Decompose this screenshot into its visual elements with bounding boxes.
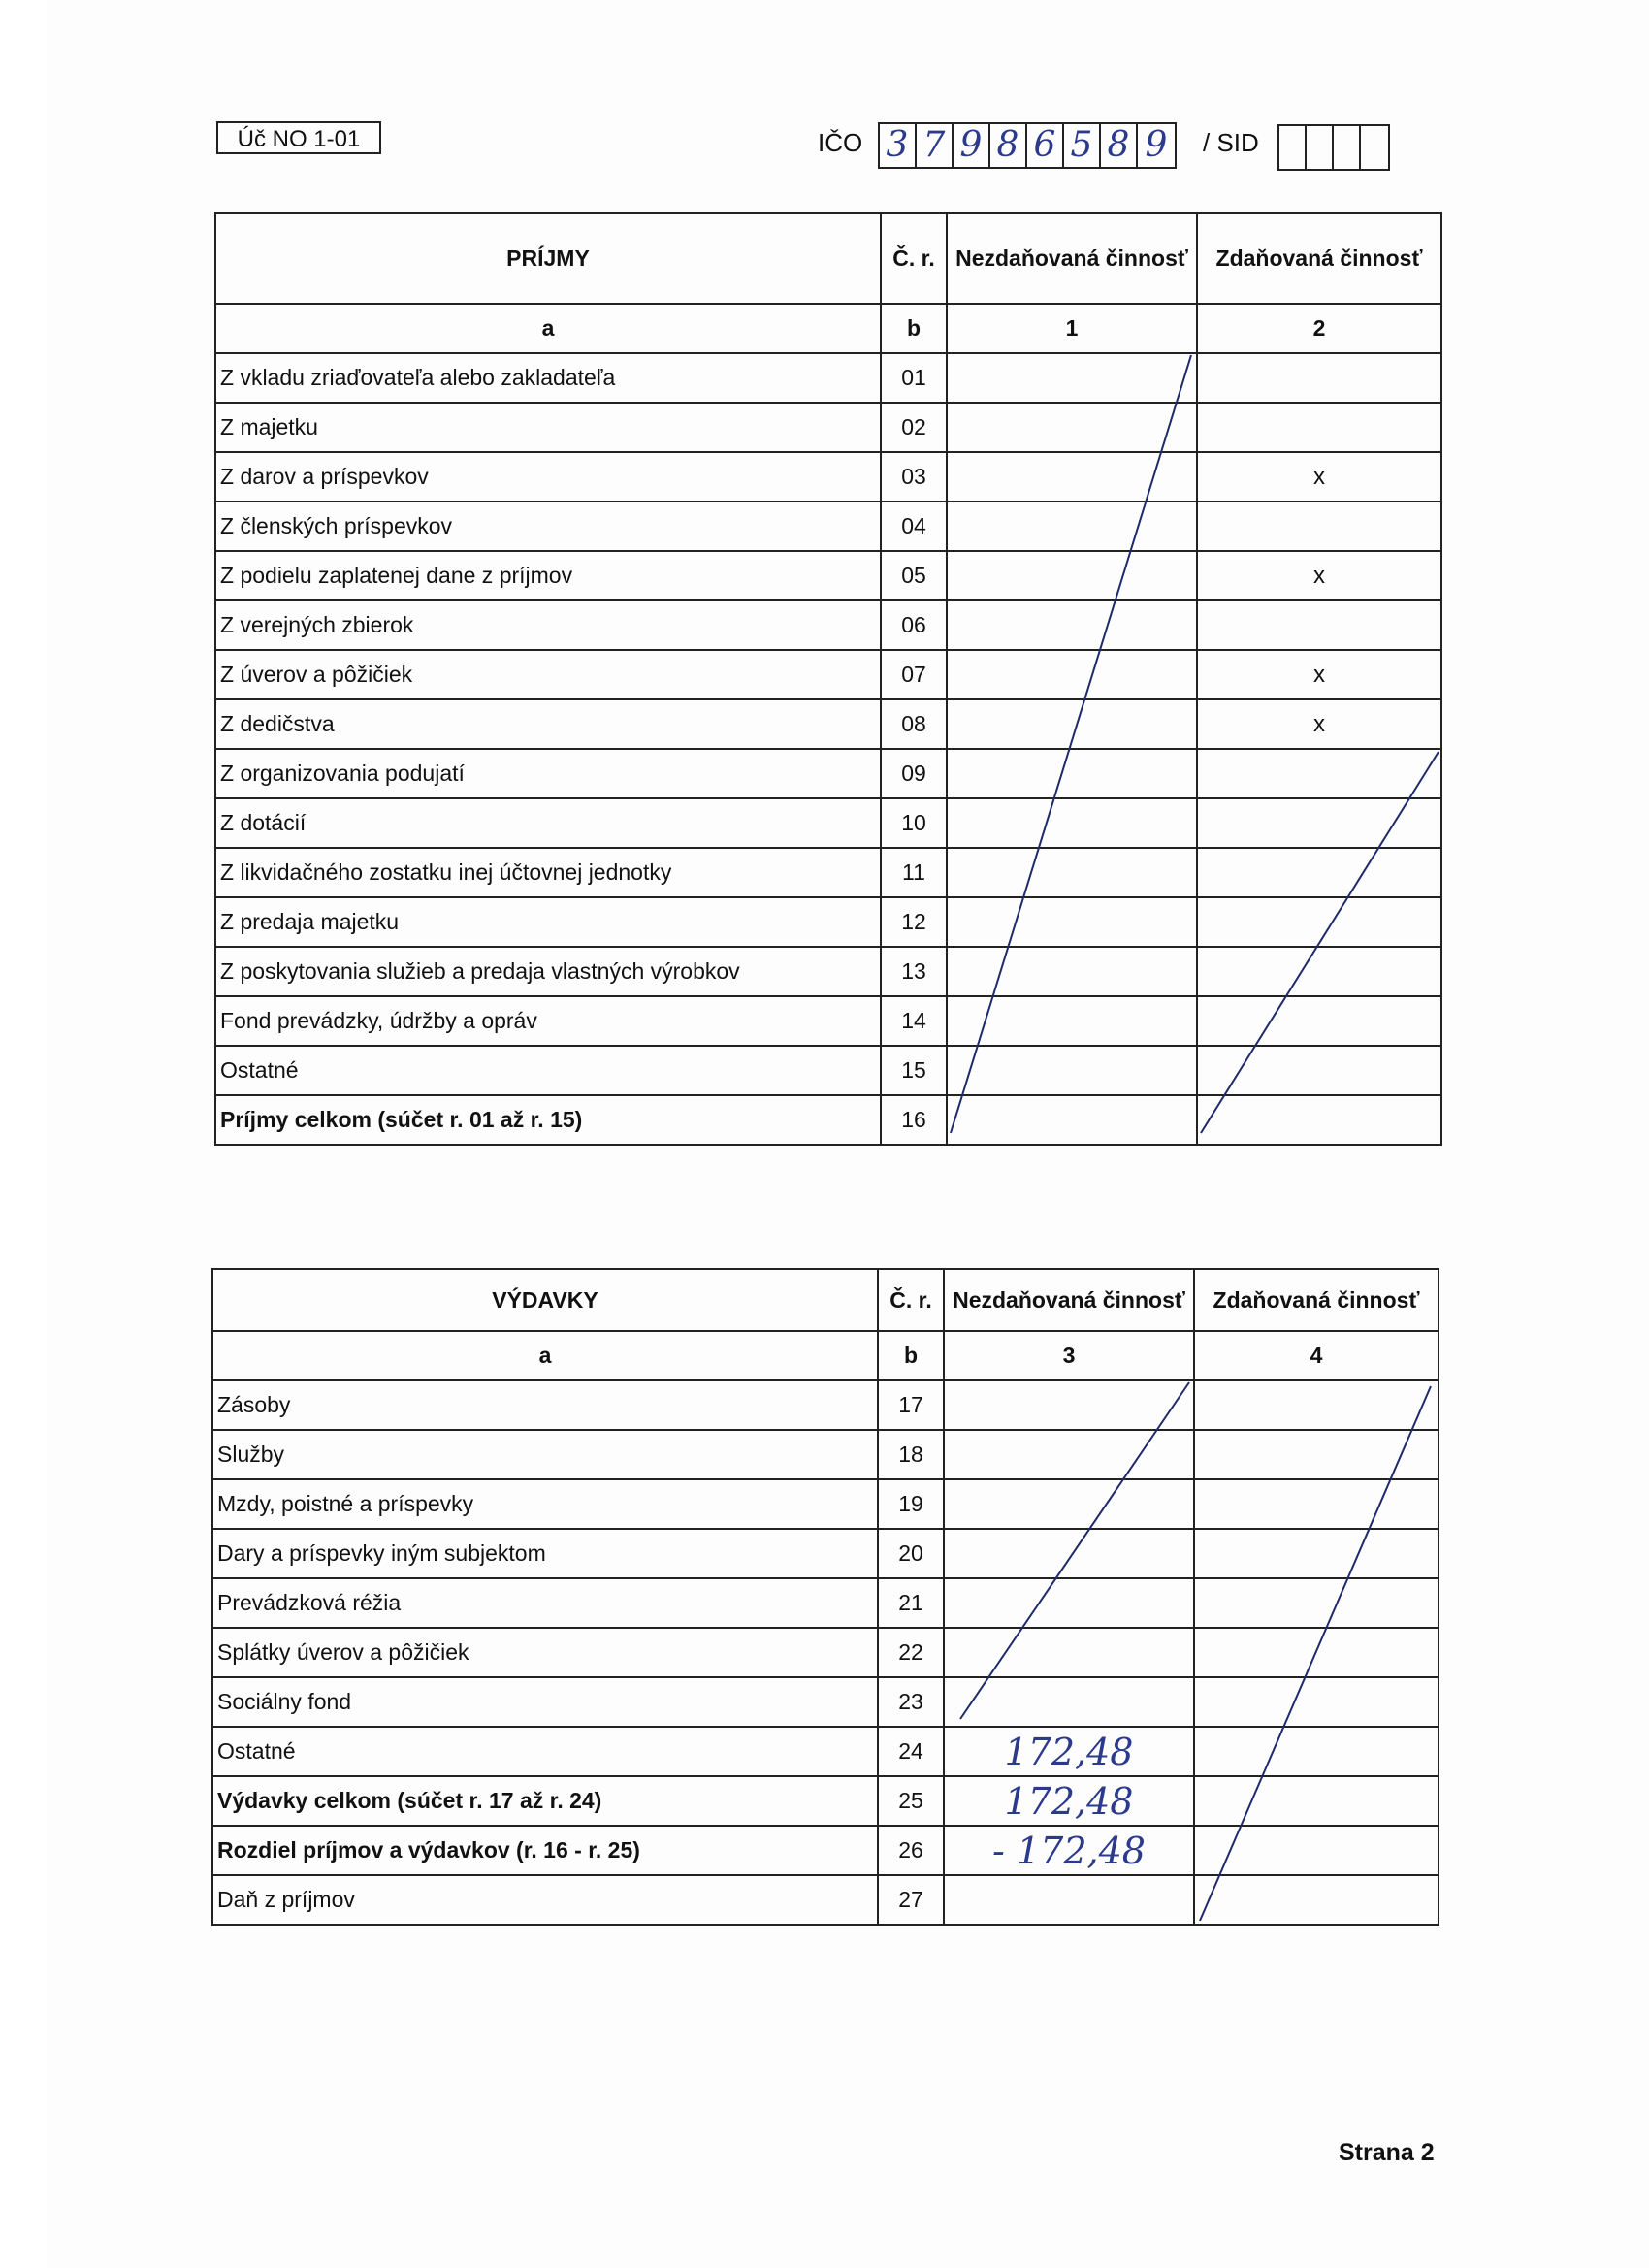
row-label	[215, 650, 881, 699]
untaxed-cell[interactable]	[947, 996, 1197, 1046]
table-row	[212, 1727, 1439, 1776]
row-label	[215, 600, 881, 650]
ico-digit[interactable]: 8	[990, 124, 1027, 167]
row-label-value: Výdavky celkom (súčet r. 17 až r. 24)	[217, 1788, 602, 1813]
untaxed-cell[interactable]	[947, 897, 1197, 947]
untaxed-cell[interactable]	[947, 798, 1197, 848]
col-code-a: a	[215, 304, 881, 353]
row-number	[878, 1479, 944, 1529]
untaxed-cell[interactable]	[947, 600, 1197, 650]
table-row	[212, 1578, 1439, 1628]
table-row	[215, 848, 1441, 897]
table-row	[215, 897, 1441, 947]
taxed-cell-value: x	[1313, 463, 1325, 490]
row-number	[881, 1046, 947, 1095]
table-row	[215, 502, 1441, 551]
income-title: PRÍJMY	[215, 213, 881, 304]
untaxed-cell[interactable]	[944, 1578, 1194, 1628]
table-row	[215, 650, 1441, 699]
untaxed-cell[interactable]	[944, 1628, 1194, 1677]
row-number	[878, 1628, 944, 1677]
table-row	[215, 947, 1441, 996]
page-number: Strana 2	[1339, 2139, 1435, 2166]
ico-digit[interactable]: 6	[1027, 124, 1064, 167]
untaxed-cell[interactable]	[944, 1677, 1194, 1727]
untaxed-cell-value: 172,48	[1004, 1779, 1134, 1823]
row-label	[212, 1479, 878, 1529]
row-number	[881, 403, 947, 452]
row-number	[881, 502, 947, 551]
row-label-value: Z podielu zaplatenej dane z príjmov	[220, 563, 573, 588]
taxed-cell[interactable]	[1197, 452, 1441, 502]
table-row	[215, 452, 1441, 502]
row-number	[878, 1578, 944, 1628]
row-label	[212, 1380, 878, 1430]
row-label-value: Dary a príspevky iným subjektom	[217, 1540, 546, 1566]
taxed-cell[interactable]	[1194, 1677, 1439, 1727]
untaxed-cell[interactable]	[944, 1430, 1194, 1479]
table-row	[212, 1776, 1439, 1826]
row-number-value: 26	[898, 1837, 923, 1863]
table-row	[212, 1628, 1439, 1677]
row-label-value: Príjmy celkom (súčet r. 01 až r. 15)	[220, 1107, 583, 1132]
row-number-value: 17	[898, 1392, 923, 1417]
row-number-value: 15	[901, 1057, 926, 1083]
row-label	[212, 1430, 878, 1479]
table-row	[215, 551, 1441, 600]
col-taxed: Zdaňovaná činnosť	[1197, 213, 1441, 304]
col-untaxed: Nezdaňovaná činnosť	[944, 1269, 1194, 1331]
taxed-cell[interactable]	[1197, 1095, 1441, 1145]
untaxed-cell[interactable]	[947, 353, 1197, 403]
ico-digit[interactable]: 9	[1145, 125, 1168, 165]
taxed-cell[interactable]	[1194, 1430, 1439, 1479]
row-number-value: 22	[898, 1639, 923, 1665]
table-row	[215, 403, 1441, 452]
row-number-value: 07	[901, 662, 926, 687]
row-number	[878, 1875, 944, 1925]
col-code-b: b	[881, 304, 947, 353]
row-number-value: 11	[902, 859, 925, 885]
row-number	[881, 848, 947, 897]
table-row	[215, 996, 1441, 1046]
taxed-cell[interactable]	[1197, 947, 1441, 996]
sid-cell[interactable]	[1279, 126, 1307, 169]
income-table	[214, 212, 1442, 1146]
row-number	[878, 1529, 944, 1578]
row-label	[215, 699, 881, 749]
row-label	[212, 1727, 878, 1776]
row-number	[881, 699, 947, 749]
row-number-value: 03	[901, 464, 926, 489]
row-label-value: Z dedičstva	[220, 711, 335, 736]
row-label-value: Z vkladu zriaďovateľa alebo zakladateľa	[220, 365, 616, 390]
row-number-value: 06	[901, 612, 926, 637]
row-label-value: Fond prevádzky, údržby a opráv	[220, 1008, 537, 1033]
untaxed-cell[interactable]	[947, 1046, 1197, 1095]
row-label	[212, 1529, 878, 1578]
row-label-value: Rozdiel príjmov a výdavkov (r. 16 - r. 25)	[217, 1837, 640, 1863]
row-label	[212, 1776, 878, 1826]
taxed-cell[interactable]	[1197, 897, 1441, 947]
table-row	[212, 1875, 1439, 1925]
row-label-value: Ostatné	[217, 1738, 296, 1764]
taxed-cell[interactable]	[1197, 600, 1441, 650]
row-label-value: Ostatné	[220, 1057, 299, 1083]
row-number	[881, 650, 947, 699]
taxed-cell[interactable]	[1194, 1529, 1439, 1578]
row-label-value: Zásoby	[217, 1392, 291, 1417]
taxed-cell[interactable]	[1194, 1727, 1439, 1776]
row-number-value: 24	[898, 1738, 923, 1764]
row-number	[878, 1776, 944, 1826]
taxed-cell[interactable]	[1197, 699, 1441, 749]
taxed-cell[interactable]	[1197, 502, 1441, 551]
row-number	[881, 551, 947, 600]
row-label	[215, 403, 881, 452]
untaxed-cell[interactable]	[944, 1380, 1194, 1430]
row-label	[215, 996, 881, 1046]
row-label-value: Z členských príspevkov	[220, 513, 453, 538]
row-label-value: Z majetku	[220, 414, 318, 439]
untaxed-cell[interactable]	[947, 848, 1197, 897]
taxed-cell[interactable]	[1194, 1578, 1439, 1628]
taxed-cell[interactable]	[1197, 403, 1441, 452]
row-number	[881, 749, 947, 798]
expenses-rows	[212, 1380, 1439, 1925]
row-number	[881, 947, 947, 996]
taxed-cell[interactable]	[1197, 749, 1441, 798]
row-number	[881, 452, 947, 502]
row-label	[212, 1875, 878, 1925]
row-number-value: 12	[901, 909, 926, 934]
row-number	[881, 996, 947, 1046]
row-number-value: 01	[901, 365, 926, 390]
row-number	[881, 897, 947, 947]
table-row	[215, 600, 1441, 650]
sid-boxes	[1277, 124, 1390, 171]
row-number-value: 05	[901, 563, 926, 588]
untaxed-cell[interactable]	[947, 947, 1197, 996]
untaxed-cell[interactable]	[947, 1095, 1197, 1145]
table-row	[215, 1095, 1441, 1145]
row-number	[878, 1727, 944, 1776]
row-label-value: Z verejných zbierok	[220, 612, 414, 637]
row-number-value: 08	[901, 711, 926, 736]
row-label-value: Sociálny fond	[217, 1689, 352, 1714]
taxed-cell[interactable]	[1197, 650, 1441, 699]
row-number-value: 27	[898, 1887, 923, 1912]
col-code-a: a	[212, 1331, 878, 1380]
ico-boxes	[878, 122, 1177, 169]
row-label-value: Prevádzková réžia	[217, 1590, 402, 1615]
table-row	[215, 353, 1441, 403]
table-row	[215, 749, 1441, 798]
row-number	[878, 1826, 944, 1875]
col-untaxed: Nezdaňovaná činnosť	[947, 213, 1197, 304]
table-row	[215, 699, 1441, 749]
row-label	[212, 1677, 878, 1727]
sid-cell[interactable]	[1361, 126, 1388, 169]
taxed-cell[interactable]	[1194, 1628, 1439, 1677]
form-code-box: Úč NO 1-01	[216, 121, 381, 154]
ico-digit[interactable]: 5	[1064, 124, 1101, 167]
ico-digit[interactable]: 7	[917, 124, 954, 167]
row-number-value: 21	[898, 1590, 923, 1615]
row-label-value: Z úverov a pôžičiek	[220, 662, 413, 687]
table-row	[212, 1826, 1439, 1875]
untaxed-cell-value: 172,48	[1004, 1730, 1134, 1773]
untaxed-cell[interactable]	[947, 699, 1197, 749]
untaxed-cell[interactable]	[947, 403, 1197, 452]
col-code-3: 3	[944, 1331, 1194, 1380]
col-row-no: Č. r.	[878, 1269, 944, 1331]
taxed-cell[interactable]	[1197, 798, 1441, 848]
row-label-value: Z likvidačného zostatku inej účtovnej jednotky	[220, 859, 672, 885]
untaxed-cell[interactable]	[944, 1529, 1194, 1578]
row-label	[215, 353, 881, 403]
taxed-cell[interactable]	[1197, 353, 1441, 403]
row-label-value: Z dotácií	[220, 810, 307, 835]
expenses-table	[211, 1268, 1439, 1926]
col-code-2: 2	[1197, 304, 1441, 353]
untaxed-cell[interactable]	[944, 1776, 1194, 1826]
untaxed-cell[interactable]	[947, 502, 1197, 551]
untaxed-cell[interactable]	[947, 650, 1197, 699]
col-code-1: 1	[947, 304, 1197, 353]
row-label	[212, 1628, 878, 1677]
table-row	[215, 798, 1441, 848]
row-label-value: Daň z príjmov	[217, 1887, 355, 1912]
row-number-value: 20	[898, 1540, 923, 1566]
row-label	[212, 1826, 878, 1875]
row-label	[215, 848, 881, 897]
row-number	[878, 1677, 944, 1727]
sid-cell[interactable]	[1307, 126, 1334, 169]
taxed-cell-value: x	[1313, 710, 1325, 737]
taxed-cell-value: x	[1313, 562, 1325, 589]
ico-label: IČO	[818, 128, 863, 157]
taxed-cell[interactable]	[1197, 996, 1441, 1046]
table-row	[215, 1046, 1441, 1095]
row-label-value: Mzdy, poistné a príspevky	[217, 1491, 474, 1516]
row-label	[215, 1095, 881, 1145]
row-label-value: Splátky úverov a pôžičiek	[217, 1639, 469, 1665]
row-number-value: 19	[898, 1491, 923, 1516]
row-number	[881, 1095, 947, 1145]
row-label	[212, 1578, 878, 1628]
row-number-value: 18	[898, 1442, 923, 1467]
row-number	[881, 353, 947, 403]
ico-digit[interactable]: 8	[1101, 124, 1138, 167]
table-row	[212, 1529, 1439, 1578]
untaxed-cell[interactable]	[944, 1875, 1194, 1925]
expenses-title: VÝDAVKY	[212, 1269, 878, 1331]
taxed-cell[interactable]	[1194, 1380, 1439, 1430]
row-number	[878, 1430, 944, 1479]
row-number-value: 23	[898, 1689, 923, 1714]
sid-label: / SID	[1203, 128, 1259, 157]
taxed-cell[interactable]	[1194, 1826, 1439, 1875]
row-label-value: Z organizovania podujatí	[220, 761, 465, 786]
table-row	[212, 1430, 1439, 1479]
taxed-cell[interactable]	[1197, 551, 1441, 600]
taxed-cell-value: x	[1313, 661, 1325, 688]
taxed-cell[interactable]	[1194, 1479, 1439, 1529]
untaxed-cell-value: - 172,48	[992, 1829, 1146, 1872]
row-label-value: Z darov a príspevkov	[220, 464, 429, 489]
taxed-cell[interactable]	[1197, 848, 1441, 897]
row-number	[881, 798, 947, 848]
table-row	[212, 1380, 1439, 1430]
income-rows	[215, 353, 1441, 1145]
row-label	[215, 798, 881, 848]
col-row-no: Č. r.	[881, 213, 947, 304]
row-number-value: 10	[901, 810, 926, 835]
row-number-value: 04	[901, 513, 926, 538]
row-label	[215, 452, 881, 502]
row-number-value: 13	[901, 958, 926, 984]
col-code-b: b	[878, 1331, 944, 1380]
row-label-value: Služby	[217, 1442, 285, 1467]
taxed-cell[interactable]	[1194, 1875, 1439, 1925]
row-label-value: Z predaja majetku	[220, 909, 400, 934]
untaxed-cell[interactable]	[947, 551, 1197, 600]
untaxed-cell[interactable]	[944, 1826, 1194, 1875]
row-number-value: 14	[901, 1008, 926, 1033]
col-code-4: 4	[1194, 1331, 1439, 1380]
row-number-value: 02	[901, 414, 926, 439]
row-number-value: 09	[901, 761, 926, 786]
row-label	[215, 947, 881, 996]
untaxed-cell[interactable]	[944, 1727, 1194, 1776]
untaxed-cell[interactable]	[947, 452, 1197, 502]
row-label-value: Z poskytovania služieb a predaja vlastných výrobkov	[220, 958, 740, 984]
row-label	[215, 749, 881, 798]
taxed-cell[interactable]	[1197, 1046, 1441, 1095]
ico-digit[interactable]: 3	[880, 124, 917, 167]
table-row	[212, 1677, 1439, 1727]
row-label	[215, 551, 881, 600]
row-number	[878, 1380, 944, 1430]
taxed-cell[interactable]	[1194, 1776, 1439, 1826]
row-label	[215, 502, 881, 551]
row-number	[881, 600, 947, 650]
ico-digit[interactable]: 9	[954, 124, 990, 167]
untaxed-cell[interactable]	[944, 1479, 1194, 1529]
col-taxed: Zdaňovaná činnosť	[1194, 1269, 1439, 1331]
row-number-value: 16	[901, 1107, 926, 1132]
sid-cell[interactable]	[1334, 126, 1361, 169]
table-row	[212, 1479, 1439, 1529]
row-label	[215, 897, 881, 947]
row-label	[215, 1046, 881, 1095]
row-number-value: 25	[898, 1788, 923, 1813]
untaxed-cell[interactable]	[947, 749, 1197, 798]
